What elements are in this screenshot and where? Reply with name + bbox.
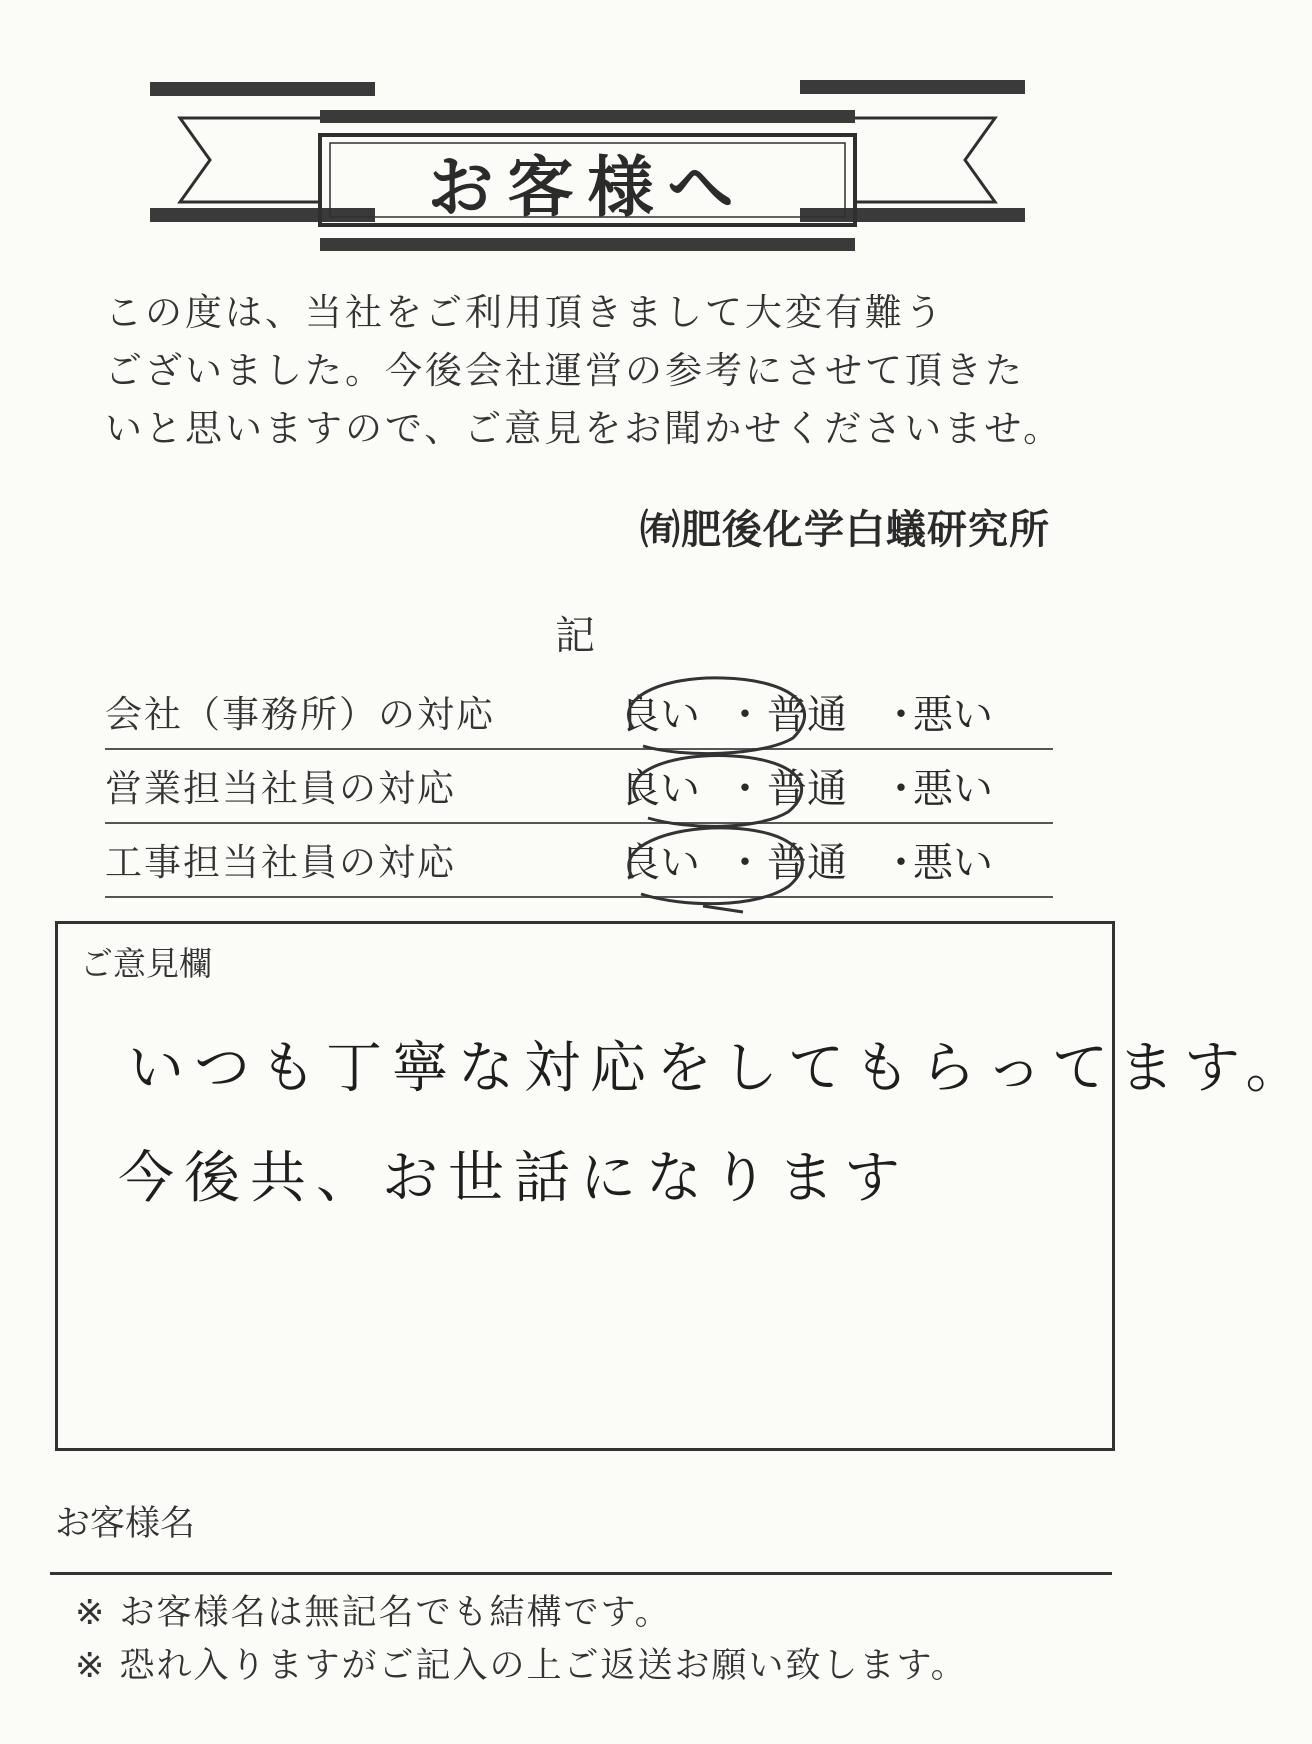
option-bad[interactable]: 悪い bbox=[913, 766, 993, 812]
rating-row-construction bbox=[105, 822, 1053, 898]
intro-text bbox=[105, 284, 1065, 458]
option-normal[interactable]: 普通 bbox=[767, 692, 847, 738]
company-name: ㈲肥後化学白蟻研究所 bbox=[640, 507, 1050, 553]
separator: ・ bbox=[881, 766, 921, 812]
separator: ・ bbox=[881, 692, 921, 738]
banner-title: お客様へ bbox=[427, 147, 748, 226]
intro-line: いと思いますので、ご意見をお聞かせくださいませ。 bbox=[105, 407, 1064, 450]
rating-label: 営業担当社員の対応 bbox=[105, 767, 456, 810]
intro-line: ございました。今後会社運営の参考にさせて頂きた bbox=[105, 349, 1025, 392]
option-normal[interactable]: 普通 bbox=[767, 840, 847, 886]
section-marker: 記 bbox=[555, 613, 595, 659]
handwritten-comment: 今後共、お世話になります bbox=[118, 1146, 910, 1211]
option-bad[interactable]: 悪い bbox=[913, 692, 993, 738]
option-bad[interactable]: 悪い bbox=[913, 840, 993, 886]
note: ※ 恐れ入りますがご記入の上ご返送お願い致します。 bbox=[75, 1646, 968, 1686]
selection-circle-icon bbox=[593, 816, 833, 916]
separator: ・ bbox=[881, 840, 921, 886]
option-good[interactable]: 良い bbox=[620, 692, 700, 738]
option-normal[interactable]: 普通 bbox=[767, 766, 847, 812]
rating-row-office bbox=[105, 674, 1053, 750]
option-good[interactable]: 良い bbox=[620, 766, 700, 812]
opinion-label: ご意見欄 bbox=[80, 944, 212, 983]
customer-name-label: お客様名 bbox=[55, 1504, 196, 1544]
opinion-box[interactable] bbox=[55, 921, 1312, 1451]
rating-row-sales bbox=[105, 748, 1053, 824]
note: ※ お客様名は無記名でも結構です。 bbox=[75, 1593, 672, 1633]
separator: ・ bbox=[725, 766, 765, 812]
separator: ・ bbox=[725, 692, 765, 738]
rating-label: 工事担当社員の対応 bbox=[105, 841, 456, 884]
intro-line: この度は、当社をご利用頂きまして大変有難う bbox=[105, 291, 945, 334]
rating-label: 会社（事務所）の対応 bbox=[105, 693, 495, 736]
option-good[interactable]: 良い bbox=[620, 840, 700, 886]
customer-name-field[interactable] bbox=[50, 1572, 1112, 1575]
separator: ・ bbox=[725, 840, 765, 886]
handwritten-comment: いつも丁寧な対応をしてもらってます。 bbox=[128, 1036, 1312, 1101]
